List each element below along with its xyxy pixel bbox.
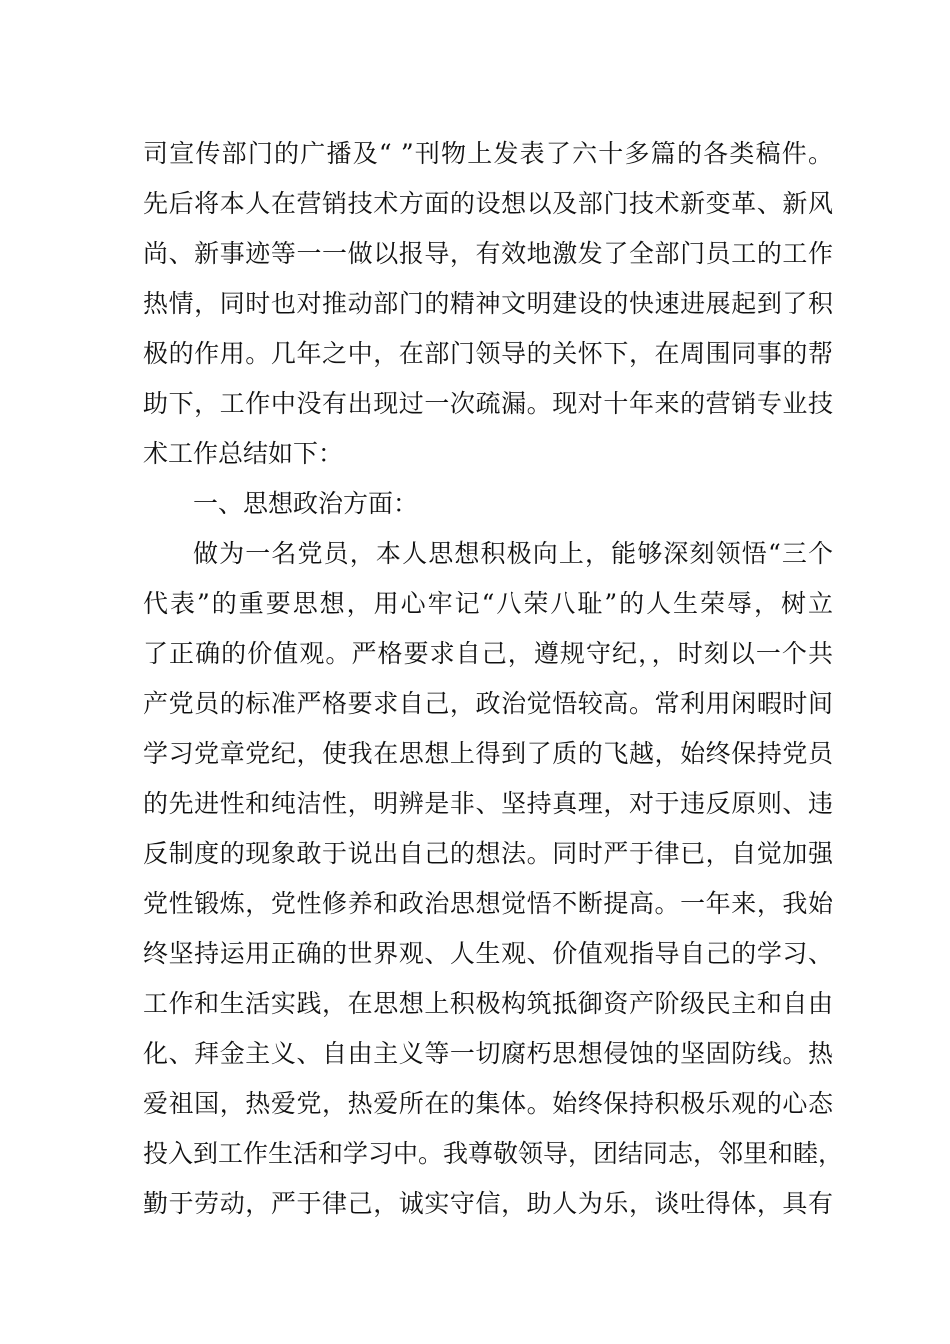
paragraph-line: 勤于劳动，严于律己，诚实守信，助人为乐，谈吐得体，具有 bbox=[143, 1189, 833, 1218]
paragraph-line: 化、拜金主义、自由主义等一切腐朽思想侵蚀的坚固防线。热 bbox=[143, 1039, 833, 1068]
paragraph-line: 投入到工作生活和学习中。我尊敬领导，团结同志，邻里和睦， bbox=[143, 1139, 844, 1168]
section-heading: 一、思想政治方面： bbox=[193, 489, 419, 518]
paragraph-line: 做为一名党员，本人思想积极向上，能够深刻领悟“三个 bbox=[193, 539, 833, 568]
paragraph-line: 尚、新事迹等一一做以报导，有效地激发了全部门员工的工作 bbox=[143, 239, 833, 268]
paragraph-line: 术工作总结如下： bbox=[143, 439, 344, 468]
paragraph-line: 了正确的价值观。严格要求自己，遵规守纪，，时刻以一个共 bbox=[143, 639, 833, 668]
paragraph-line: 极的作用。几年之中，在部门领导的关怀下，在周围同事的帮 bbox=[143, 339, 833, 368]
paragraph-line: 学习党章党纪，使我在思想上得到了质的飞越，始终保持党员 bbox=[143, 739, 833, 768]
paragraph-line: 产党员的标准严格要求自己，政治觉悟较高。常利用闲暇时间 bbox=[143, 689, 833, 718]
paragraph-line: 司宣传部门的广播及“ ”刊物上发表了六十多篇的各类稿件。 bbox=[143, 139, 833, 168]
paragraph-line: 反制度的现象敢于说出自己的想法。同时严于律已，自觉加强 bbox=[143, 839, 833, 868]
paragraph-line: 先后将本人在营销技术方面的设想以及部门技术新变革、新风 bbox=[143, 189, 833, 218]
paragraph-line: 代表”的重要思想，用心牢记“八荣八耻”的人生荣辱，树立 bbox=[143, 589, 833, 618]
paragraph-line: 热情，同时也对推动部门的精神文明建设的快速进展起到了积 bbox=[143, 289, 833, 318]
paragraph-line: 工作和生活实践，在思想上积极构筑抵御资产阶级民主和自由 bbox=[143, 989, 833, 1018]
paragraph-line: 助下，工作中没有出现过一次疏漏。现对十年来的营销专业技 bbox=[143, 389, 833, 418]
paragraph-line: 爱祖国，热爱党，热爱所在的集体。始终保持积极乐观的心态 bbox=[143, 1089, 833, 1118]
paragraph-line: 终坚持运用正确的世界观、人生观、价值观指导自己的学习、 bbox=[143, 939, 833, 968]
paragraph-line: 党性锻炼，党性修养和政治思想觉悟不断提高。一年来，我始 bbox=[143, 889, 833, 918]
paragraph-line: 的先进性和纯洁性，明辨是非、坚持真理，对于违反原则、违 bbox=[143, 789, 833, 818]
